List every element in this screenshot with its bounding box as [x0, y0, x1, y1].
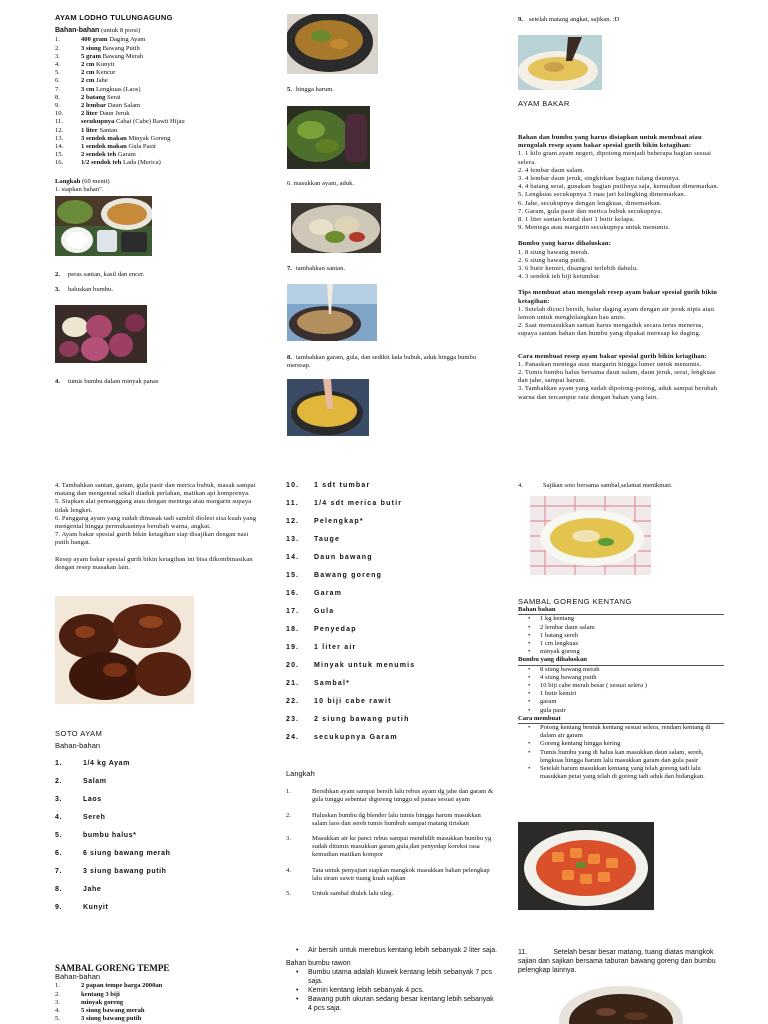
ingredient-text	[81, 151, 136, 159]
ingredient-num: 6.	[55, 77, 60, 85]
step-5: hingga harum.	[295, 86, 335, 93]
kentang-bumbu-item: • garam	[518, 698, 724, 706]
rawon-heading: Bahan bumbu rawon	[286, 960, 351, 967]
ingredient-row	[55, 143, 265, 151]
soto-step-num: 2.	[286, 811, 291, 819]
ayam-bakar-step: 4. Tambahkan santan, garam, gula pasir dan merica bubuk, masak sampai matang dan mengental sekali diaduk perlahan, matikan api kompornya.	[55, 482, 256, 498]
recipe-title-soto: SOTO AYAM	[55, 729, 103, 738]
soto-ingredient-num: 24.	[286, 734, 300, 741]
photo-soto-ayam	[530, 496, 651, 575]
bahan-line: 1. 1 kilo gram ayam negeri, dipotong menjadi beberapa bagian sesuai selera.	[518, 150, 712, 166]
kentang-cara-item: • Setelah harum masukkan kentang yang telah goreng tadi lalu masukkan petai yang telah di goreng tadi aduk dan hidangkan.	[518, 765, 724, 781]
rawon-list	[286, 968, 498, 1013]
soto-ingredient-text: Jahe	[83, 886, 102, 894]
soto-ingredient-text: bumbu halus*	[83, 832, 137, 840]
soto-ingredient-num: 11.	[286, 500, 299, 507]
ingredient-row	[55, 159, 265, 167]
ingredient-text	[81, 94, 121, 102]
ingredient-text	[81, 110, 130, 118]
ingredient-qty: 1/2 sendok teh	[81, 159, 122, 167]
soto-langkah-heading: Langkah	[286, 769, 315, 778]
kentang-bahan-item: • 2 lembar daun salam	[518, 624, 724, 632]
ingredient-text	[81, 135, 170, 143]
soto-ingredient-num: 2.	[55, 778, 63, 786]
soto-ingredient	[55, 886, 265, 904]
bumbu-line: 2. 6 siung bawang putih.	[518, 256, 587, 264]
ingredient-qty: 400 gram	[81, 36, 108, 44]
soto-ingredient-num: 12.	[286, 518, 300, 525]
ingredient-row	[55, 77, 265, 85]
tempe-ingredient-text: 5 siung bawang merah	[81, 1007, 145, 1015]
soto-ingredient-text: 6 siung bawang merah	[83, 850, 171, 858]
ingredient-name: Jahe	[94, 77, 108, 85]
kentang-bumbu-item: • 8 siung bawang merah	[518, 666, 724, 674]
tempe-ingredient	[55, 982, 265, 990]
ingredient-qty: 2 batang	[81, 93, 106, 101]
ingredient-qty: 5 gram	[81, 52, 101, 60]
soto-ingredient	[286, 608, 496, 626]
bumbu-line: 3. 6 butir kemiri, disangrai terlebih dahulu.	[518, 265, 639, 273]
ingredient-num: 8.	[55, 93, 60, 101]
rawon-step-11: Setelah besar besar matang, tuang diatas mangkok sajian dan sajikan bersama taburan bawang goreng dan bumbu pelengkap lainnya.	[518, 949, 716, 974]
kentang-bumbu-list	[518, 666, 724, 715]
tempe-ingredient-list	[55, 982, 265, 1023]
soto-ingredient-num: 9.	[55, 904, 63, 912]
tempe-ingredient	[55, 991, 265, 999]
ingredient-num: 9.	[55, 102, 60, 110]
ingredient-name: Daging Ayam	[107, 36, 146, 44]
soto-ingredient-num: 19.	[286, 644, 300, 651]
photo-ayam-bakar	[55, 596, 194, 704]
photo-lodho-served	[518, 35, 602, 90]
ingredient-row	[55, 45, 265, 53]
ingredient-num: 11.	[55, 118, 63, 126]
bumbu-heading: Bumbu yang harus dihaluskan:	[518, 240, 612, 248]
soto-step-text: Haluskan bumbu dg blender lalu tumis hingga harum masukkan salam laos dan sereh tumis bumbuh sampai matang tiriskan	[312, 811, 481, 827]
recipe-title-kentang: SAMBAL GORENG KENTANG	[518, 597, 632, 606]
ayam-bakar-bumbu	[518, 249, 724, 282]
langkah-heading: Langkah	[55, 177, 81, 185]
ingredient-row	[55, 86, 265, 94]
soto-ingredient-num: 15.	[286, 572, 300, 579]
soto-step-text: Tata untuk penyajian siapkan mangkok masukkan bahan pelengkap lalu siram suwir tuang kuah sajikan	[312, 866, 490, 882]
soto-ingredient-num: 5.	[55, 832, 63, 840]
step-9: setelah matang angkat, sajikan. :D	[528, 16, 620, 23]
soto-ingredient-text: 1/4 sdt merica butir	[314, 500, 403, 507]
bahan-line: 6. Jahe, secukupnya dengan lengkuas, dimemarkan.	[518, 199, 662, 207]
bahan-line: 3. 4 lembar daun jeruk, singkirkan bagian tulang daunnya.	[518, 175, 681, 183]
ingredient-row	[55, 151, 265, 159]
soto-step-num: 3.	[286, 835, 291, 843]
cara-line: 3. Tambahkan ayam yang sudah dipotong-potong, aduk sampai berubah warna dan tercampur rata dengan bahan yang lain.	[518, 385, 718, 401]
soto-step-text: Masukkan air ke panci rebus sampai mendidih masukkan bumbu yg sudah ditumis masukkan garam,gula,dan penyedap koreksi rasa kemudian matikan kompor	[312, 835, 492, 859]
soto-ingredient	[55, 832, 265, 850]
soto-step-text: Untuk sambal diulek lalu uleg.	[312, 890, 394, 898]
soto-langkah-list	[286, 788, 496, 898]
soto-ingredient-text: Garam	[314, 590, 343, 597]
ingredient-name: Lada (Merica)	[121, 159, 161, 167]
soto-ingredient	[286, 572, 496, 590]
ingredient-qty: 1 liter	[81, 126, 98, 134]
soto-ingredient	[286, 482, 496, 500]
ingredient-text	[81, 45, 140, 53]
ingredient-text	[81, 143, 156, 151]
ingredient-num: 3.	[55, 52, 60, 60]
ingredient-num: 12.	[55, 126, 64, 134]
photo-shallots	[55, 305, 147, 363]
step-7-num: 7.	[287, 265, 292, 272]
soto-ingredient-num: 23.	[286, 716, 300, 723]
soto-ingredient-num: 22.	[286, 698, 300, 705]
ingredient-text	[81, 102, 140, 110]
recipe-title-lodho: AYAM LODHO TULUNGAGUNG	[55, 13, 173, 22]
tips-line: 1. Setelah dicuci bersih, balur daging ayam dengan air jeruk nipis atau lemon untuk menghilangkan bau amis.	[518, 305, 715, 322]
kentang-cara-heading: Cara membuat	[518, 715, 724, 724]
soto-ingredient	[55, 850, 265, 868]
tempe-ingredient	[55, 1015, 265, 1023]
ingredient-list	[55, 36, 265, 167]
step-7: tambahkan santan.	[295, 265, 346, 272]
soto-ingredient	[286, 500, 496, 518]
ingredient-name: Bawang Merah	[100, 52, 144, 60]
soto-ingredient-text: secukupnya Garam	[314, 734, 398, 741]
soto-ingredient	[55, 868, 265, 886]
soto-step-4-num: 4.	[518, 482, 523, 489]
ingredient-text	[81, 159, 161, 167]
soto-ingredient-text: Bawang goreng	[314, 572, 383, 579]
soto-ingredient-text: 2 siung bawang putih	[314, 716, 410, 723]
ingredient-row	[55, 118, 265, 126]
cara-line: 1. Panaskan mentega atau margarin hingga lumer untuk menumis.	[518, 360, 702, 368]
ayam-bakar-cara	[518, 361, 724, 402]
tempe-ingredient-num: 3.	[55, 998, 60, 1006]
ingredient-num: 15.	[55, 151, 64, 159]
soto-step-num: 5.	[286, 890, 291, 898]
tips-line: 2. Saat memasukkan santan harus mengaduk secara terus menerus, supaya santan bahan dan bumbu yang dipakai meresap ke daging.	[518, 322, 704, 338]
soto-ingredient	[55, 778, 265, 796]
kentang-bahan-heading: Bahan bahan	[518, 606, 724, 615]
cara-heading: Cara membuat resep ayam bakar spesial gurih bikin ketagihan:	[518, 352, 708, 360]
soto-ingredient-num: 1.	[55, 760, 63, 768]
soto-ingredient	[286, 680, 496, 698]
ingredient-qty: 2 cm	[81, 61, 95, 69]
ingredient-name: Daun Jeruk	[97, 110, 130, 118]
soto-ingredient-text: Tauge	[314, 536, 341, 543]
soto-ingredient-num: 16.	[286, 590, 300, 597]
ingredient-num: 16.	[55, 159, 64, 167]
soto-ingredient-text: Salam	[83, 778, 107, 786]
ingredient-name: Serai	[105, 93, 121, 101]
soto-step-4: Sajikan soto bersama sambal,selamat menikmati.	[542, 482, 673, 489]
ingredient-qty: 2 sendok teh	[81, 151, 117, 159]
col1: AYAM LODHO TULUNGAGUNG Bahan-bahan (untuk 8 porsi) 1. 400 gram Daging Ayam 2. 3 siung Bawang Putih 3. 5 gram Bawang Merah 4. 2 cm Kunyit 5. 2 cm Kencur 6. 2 cm Jahe 7. 3 cm Lengkuas (Laos) 8. 2 batang Serai 9. 2 lembar Daun Salam 10. 2 liter Daun Jeruk 11. secukupnya Cabai (Cabe) Rawit Hijau 12. 1 liter Santan 13. 3 sendok makan Minyak Goreng 14. 1 sendok makan Gula Pasir 15. 2 sendok teh Garam 16. 1/2 sendok teh Lada (Merica) Langkah (60 menit) 1. siapkan bahan".	[55, 14, 265, 194]
ingredient-row	[55, 69, 265, 77]
soto-ingredient	[55, 904, 265, 922]
soto-ingredient	[55, 814, 265, 832]
soto-step	[286, 835, 496, 860]
photo-stirring-pot	[287, 379, 369, 436]
step-8: tambahkan garam, gula, dan sedikit lada bubuk, aduk hingga bumbu meresap.	[287, 354, 477, 370]
soto-ingredient-text: 10 biji cabe rawit	[314, 698, 392, 705]
ingredient-text	[81, 86, 141, 94]
ingredient-name: Kencur	[94, 69, 116, 77]
soto-ingredient-num: 6.	[55, 850, 63, 858]
ingredient-qty: 3 cm	[81, 85, 95, 93]
soto-ingredient-text: 1 liter air	[314, 644, 357, 651]
soto-ingredient	[286, 662, 496, 680]
soto-ingredient	[286, 590, 496, 608]
tempe-ingredient-text: 2 papan tempe harga 2000an	[81, 982, 163, 990]
soto-ingredient-num: 14.	[286, 554, 300, 561]
ingredient-row	[55, 61, 265, 69]
tempe-ingredient-text: minyak goreng	[81, 998, 124, 1006]
ingredient-name: Garam	[116, 151, 136, 159]
recipe-title-ayam-bakar: AYAM BAKAR	[518, 99, 570, 108]
cara-line: 2. Tumis bumbu halus bersama daun salam, daun jeruk, serai, lengkuas dan jahe, sampai harum.	[518, 369, 716, 385]
ingredient-row	[55, 36, 265, 44]
rawon-item: • Kemiri kentang lebih sebanyak 4 pcs.	[286, 986, 498, 995]
tips-heading: Tips membuat atau mengolah resep ayam bakar spesial gurih bikin ketagihan:	[518, 289, 718, 305]
soto-step-num: 1.	[286, 788, 291, 796]
soto-ingredient-num: 13.	[286, 536, 300, 543]
ingredient-num: 4.	[55, 61, 60, 69]
ingredient-name: Cabai (Cabe) Rawit Hijau	[114, 118, 185, 126]
rawon-item: • Bawang putih ukuran sedang besar kentang lebih sebanyak 4 pcs saja.	[286, 995, 498, 1013]
ingredient-text	[81, 53, 143, 61]
soto-ingredient-list	[55, 760, 265, 922]
soto-ingredient-text: 1/4 kg Ayam	[83, 760, 130, 768]
step-2: peras santan, kasil dan encer.	[67, 271, 145, 278]
ingredient-qty: 3 siung	[81, 44, 101, 52]
ingredient-row	[55, 94, 265, 102]
kentang-bumbu-item: • 10 biji cabe merah besar ( sesuai selera )	[518, 682, 724, 690]
bahan-heading: Bahan-bahan	[55, 27, 100, 35]
soto-ingredient-text: 1 sdt tumbar	[314, 482, 371, 489]
tempe-ingredient-text: 3 siung bawang putih	[81, 1015, 142, 1023]
soto-ingredient	[286, 734, 496, 752]
soto-step	[286, 812, 496, 828]
ingredient-text	[81, 36, 145, 44]
kentang-bumbu-heading: Bumbu yang dihaluskan	[518, 656, 724, 665]
soto-ingredient-num: 10.	[286, 482, 300, 489]
ingredient-qty: 1 sendok makan	[81, 143, 127, 151]
kentang-bahan-list	[518, 615, 724, 656]
soto-step	[286, 867, 496, 883]
ingredient-qty: 2 lembar	[81, 102, 107, 110]
tempe-ingredient-num: 1.	[55, 982, 60, 990]
soto-ingredient-num: 20.	[286, 662, 300, 669]
photo-lodho-ingredients	[55, 196, 152, 256]
kentang-bahan-item: • minyak goreng	[518, 648, 724, 656]
soto-ingredient-text: Gula	[314, 608, 335, 615]
tempe-bahan-heading: Bahan-bahan	[55, 972, 101, 982]
recipe-title-tempe: SAMBAL GORENG TEMPE	[55, 963, 170, 973]
soto-ingredient	[286, 716, 496, 734]
ingredient-text	[81, 77, 108, 85]
ingredient-name: Bawang Putih	[100, 44, 140, 52]
ingredient-name: Lengkuas (Laos)	[94, 85, 141, 93]
ingredient-name: Kunyit	[94, 61, 115, 69]
soto-ingredient-list-cont	[286, 482, 496, 752]
soto-ingredient-text: Daun bawang	[314, 554, 373, 561]
ingredient-num: 13.	[55, 134, 64, 142]
step-4-num: 4.	[55, 378, 60, 385]
kentang-bahan-item: • 1 kg kentang	[518, 615, 724, 623]
ayam-bakar-bahan	[518, 150, 724, 232]
tempe-ingredient-num: 5.	[55, 1015, 60, 1023]
soto-ingredient	[55, 796, 265, 814]
kentang-cara-item: • Potong kentang bentuk kentang sesuai selera, rendam kentang di dalam air garam	[518, 724, 724, 740]
step-4: tumis bumbu dalam minyak panas	[67, 378, 159, 385]
ingredient-row	[55, 53, 265, 61]
bahan-line: 5. Lengkuas secukupnya 3 ruas jari kelingking dimemarkan.	[518, 191, 686, 199]
ayam-bakar-tips	[518, 306, 724, 339]
kentang-cara-item: • Tumis bumbu yang di halus kan masukkan daun salam, sereh, lengkuas hingga harum lalu masukkan garam dan gula pasir	[518, 749, 724, 765]
ingredient-num: 2.	[55, 44, 60, 52]
ayam-bakar-step: 7. Ayam bakar spesial gurih bikin ketagihan siap disajikan dengan nasi putih hangat.	[55, 531, 249, 547]
photo-pouring-santan	[287, 284, 377, 341]
soto-ingredient-num: 3.	[55, 796, 63, 804]
step-3: haluskan bumbu.	[67, 286, 114, 293]
photo-chicken-pan	[291, 203, 381, 253]
rawon-item: • Bumbu utama adalah kluwek kentang lebih sebanyak 7 pcs saja.	[286, 968, 498, 986]
soto-ingredient-text: Pelengkap*	[314, 518, 364, 525]
tempe-ingredient-text: kentang 3 biji	[81, 990, 120, 998]
soto-ingredient-text: Laos	[83, 796, 102, 804]
soto-ingredient-num: 21.	[286, 680, 300, 687]
step-9-num: 9.	[518, 16, 523, 23]
soto-ingredient-text: Minyak untuk menumis	[314, 662, 416, 669]
soto-ingredient	[286, 536, 496, 554]
bahan-line: 8. 1 liter santan kental dari 1 butir kelapa.	[518, 216, 635, 224]
kentang-bumbu-item: • gula pasir	[518, 707, 724, 715]
tempe-ingredient	[55, 999, 265, 1007]
soto-ingredient-text: Penyedap	[314, 626, 357, 633]
soto-ingredient	[286, 626, 496, 644]
ayam-bakar-block	[518, 134, 724, 402]
step-2-num: 2.	[55, 271, 60, 278]
tempe-ingredient	[55, 1007, 265, 1015]
ingredient-name: Santan	[97, 126, 118, 134]
ingredient-text	[81, 61, 114, 69]
soto-ingredient-num: 17.	[286, 608, 300, 615]
rawon-bullet: • Air bersih untuk merebus kentang lebih sebanyak 2 liter saja.	[286, 946, 498, 955]
kentang-cara-list	[518, 724, 724, 781]
ingredient-num: 10.	[55, 110, 64, 118]
step-5-num: 5.	[287, 86, 292, 93]
soto-ingredient-num: 18.	[286, 626, 300, 633]
soto-ingredient	[286, 554, 496, 572]
ingredient-qty: 2 cm	[81, 77, 95, 85]
ingredient-num: 1.	[55, 36, 60, 44]
ayam-bakar-steps-cont	[55, 482, 260, 572]
ingredient-qty: 3 sendok makan	[81, 134, 127, 142]
step-6: 6. masukkan ayam, aduk.	[287, 180, 355, 187]
ingredient-qty: secukupnya	[81, 118, 115, 126]
tempe-ingredient-num: 2.	[55, 990, 60, 998]
soto-step	[286, 890, 496, 898]
soto-ingredient-text: 3 siung bawang putih	[83, 868, 167, 876]
ayam-bakar-closing: Resep ayam bakar spesial gurih bikin ketagihan ini bisa dikombinasikan dengan resep masakan lain.	[55, 555, 253, 571]
ingredient-num: 5.	[55, 69, 60, 77]
photo-rawon	[556, 982, 686, 1024]
ingredient-qty: 2 liter	[81, 110, 98, 118]
soto-ingredient-text: Sambal*	[314, 680, 351, 687]
bahan-line: 2. 4 lembar daun salam.	[518, 166, 585, 174]
kentang-cara-item: • Goreng kentang hingga kering	[518, 740, 724, 748]
ingredient-row	[55, 135, 265, 143]
ingredient-row	[55, 102, 265, 110]
soto-ingredient-num: 7.	[55, 868, 63, 876]
soto-bahan-heading: Bahan-bahan	[55, 741, 101, 751]
soto-ingredient	[286, 518, 496, 536]
kentang-bumbu-item: • 1 butir kemiri	[518, 690, 724, 698]
ingredient-qty: 2 cm	[81, 69, 95, 77]
tempe-ingredient-num: 4.	[55, 1007, 60, 1015]
photo-sambal-kentang	[518, 822, 654, 910]
soto-ingredient-text: Kunyit	[83, 904, 109, 912]
kentang-bumbu-item: • 4 siung bawang putih	[518, 674, 724, 682]
soto-ingredient	[286, 698, 496, 716]
ingredient-text	[81, 69, 115, 77]
bahan-line: 9. Mentega atau margarin secukupnya untuk menumis.	[518, 224, 671, 232]
soto-ingredient	[55, 760, 265, 778]
ingredient-row	[55, 110, 265, 118]
photo-leaves-pan	[287, 106, 370, 169]
ayam-bakar-step: 6. Panggang ayam yang sudah dimasak tadi sambil diolesi sisa kuah yang mengental hingga permukaannya berubah warna, angkat.	[55, 514, 257, 531]
step-8-num: 8.	[287, 354, 292, 361]
bahan-line: 4. 4 batang serai, gunakan bagian putihnya saja, kemudian dimemarkan.	[518, 183, 719, 191]
ingredient-text	[81, 118, 185, 126]
kentang-bahan-item: • 1 cm lengkuas	[518, 640, 724, 648]
rawon-step-11-num: 11.	[518, 949, 528, 956]
soto-ingredient	[286, 644, 496, 662]
step-3-num: 3.	[55, 286, 60, 293]
soto-step-num: 4.	[286, 866, 291, 874]
soto-step	[286, 788, 496, 804]
ingredient-row	[55, 127, 265, 135]
bumbu-line: 4. 3 sendok teh biji ketumbar.	[518, 273, 601, 281]
soto-step-text: Bersihkan ayam sampai bersih lalu rebus ayam dg jahe dan garam & gula tunggu sebentar digoreng tunggu sd panas sesuai ayam	[312, 788, 494, 804]
photo-frying-pan	[287, 14, 378, 74]
soto-ingredient-text: Sereh	[83, 814, 106, 822]
step-1: 1. siapkan bahan".	[55, 185, 104, 193]
ingredient-num: 14.	[55, 143, 64, 151]
ayam-bakar-intro: Bahan dan bumbu yang harus disiapkan untuk membuat atau mengolah resep ayam bakar spesial gurih bikin ketagihan:	[518, 134, 702, 150]
ingredient-name: Minyak Goreng	[126, 134, 171, 142]
ingredient-text	[81, 127, 117, 135]
kentang-bahan-item: • 1 batang sereh	[518, 632, 724, 640]
bumbu-line: 1. 8 siung bawang merah.	[518, 248, 590, 256]
ingredient-name: Daun Salam	[106, 102, 141, 110]
soto-ingredient-num: 8.	[55, 886, 63, 894]
soto-ingredient-num: 4.	[55, 814, 63, 822]
ayam-bakar-step: 5. Siapkan alat pemanggang atau dengan mentega atau margarin supaya tidak lengket.	[55, 498, 252, 514]
ingredient-num: 7.	[55, 85, 60, 93]
bahan-line: 7. Garam, gula pasir dan merica bubuk secukupnya.	[518, 207, 663, 215]
ingredient-name: Gula Pasir	[126, 143, 157, 151]
